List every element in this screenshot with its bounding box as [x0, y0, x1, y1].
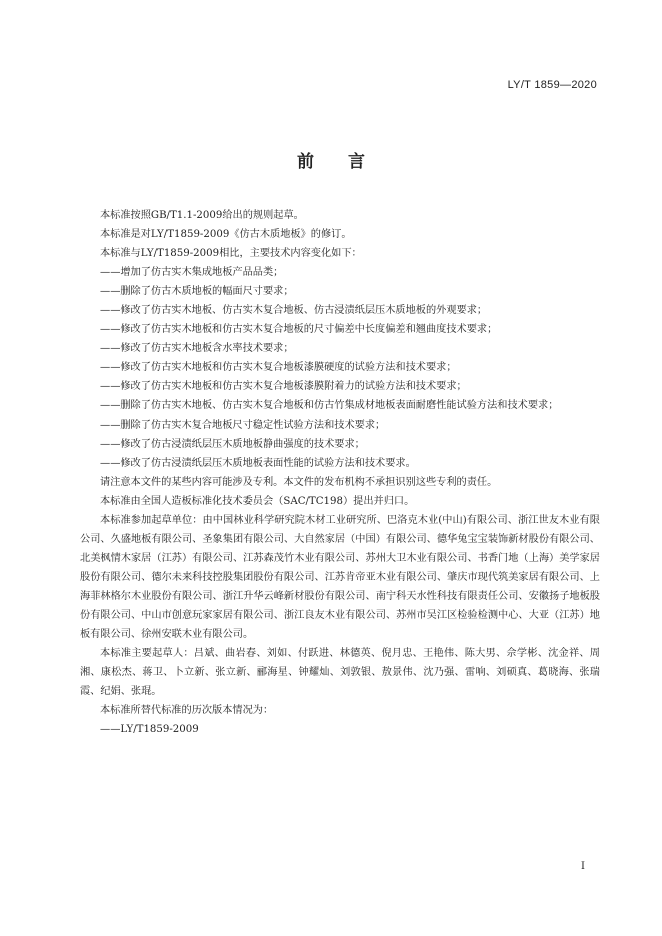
drafting-units: 本标准参加起草单位：由中国林业科学研究院木材工业研究所、巴洛克木业(中山)有限公司、浙江世友木业有限公司、久盛地板有限公司、圣象集团有限公司、大自然家居（中国）有限公司、德华兔宝宝装饰新材股份有限公司、北美枫情木家居（江苏）有限公司、江苏森茂竹木业有限公司、苏州大卫木业有限公司、书香门地（上海）美学家居股份有限公司、德尔未来科技控股集团股份有限公司、江苏肯帝亚木业有限公司、肇庆市现代筑美家居有限公司、上海菲林格尔木业股份有限公司、浙江升华云峰新材股份有限公司、南宁科天水性科技有限责任公司、安徽扬子地板股份有限公司、中山市创意玩家家居有限公司、浙江良友木业有限公司、苏州市吴江区检验检测中心、大亚（江苏）地板有限公司、徐州安联木业有限公司。 — [80, 514, 600, 641]
history-intro: 本标准所替代标准的历次版本情况为： — [100, 705, 274, 717]
intro-changes: 本标准与LY/T1859-2009相比，主要技术内容变化如下： — [100, 248, 362, 260]
change-item: ——删除了仿古实木地板、仿古实木复合地板和仿古竹集成材地板表面耐磨性能试验方法和技术要求； — [100, 400, 559, 412]
proposed-by: 本标准由全国人造板标准化技术委员会（SAC/TC198）提出并归口。 — [100, 495, 415, 507]
document-body — [80, 206, 600, 739]
intro-rules: 本标准按照GB/T1.1-2009给出的规则起草。 — [100, 210, 304, 221]
change-item: ——删除了仿古木质地板的幅面尺寸要求； — [100, 286, 294, 298]
patent-notice: 请注意本文件的某些内容可能涉及专利。本文件的发布机构不承担识别这些专利的责任。 — [100, 476, 498, 488]
change-item: ——修改了仿古浸渍纸层压木质地板表面性能的试验方法和技术要求。 — [100, 457, 416, 469]
change-item: ——增加了仿古实木集成地板产品品类； — [100, 267, 284, 279]
standard-number: LY/T 1859—2020 — [507, 79, 597, 91]
change-item: ——修改了仿古实木地板和仿古实木复合地板的尺寸偏差中长度偏差和翘曲度技术要求； — [100, 324, 498, 336]
change-item: ——修改了仿古实木地板含水率技术要求； — [100, 343, 294, 355]
change-item: ——修改了仿古实木地板和仿古实木复合地板漆膜硬度的试验方法和技术要求； — [100, 362, 457, 374]
intro-revision: 本标准是对LY/T1859-2009《仿古木质地板》的修订。 — [100, 229, 352, 241]
change-item: ——删除了仿古实木复合地板尺寸稳定性试验方法和技术要求； — [100, 419, 386, 431]
change-item: ——修改了仿古实木地板、仿古实木复合地板、仿古浸渍纸层压木质地板的外观要求； — [100, 305, 488, 317]
page-number: I — [581, 861, 585, 872]
drafters: 本标准主要起草人：吕斌、曲岩春、刘如、付跃进、林德英、倪月忠、王艳伟、陈大男、佘学彬、沈金祥、周湘、康松杰、蒋卫、卜立新、张立新、郦海星、钟耀灿、刘敦银、敖景伟、沈乃强、雷响、刘硕真、葛晓海、张瑞霞、纪娟、张琨。 — [80, 648, 600, 698]
change-item: ——修改了仿古实木地板和仿古实木复合地板漆膜附着力的试验方法和技术要求； — [100, 381, 467, 393]
page-title: 前言 — [297, 152, 399, 172]
change-item: ——修改了仿古浸渍纸层压木质地板静曲强度的技术要求； — [100, 438, 365, 450]
history-item: ——LY/T1859-2009 — [100, 724, 199, 736]
